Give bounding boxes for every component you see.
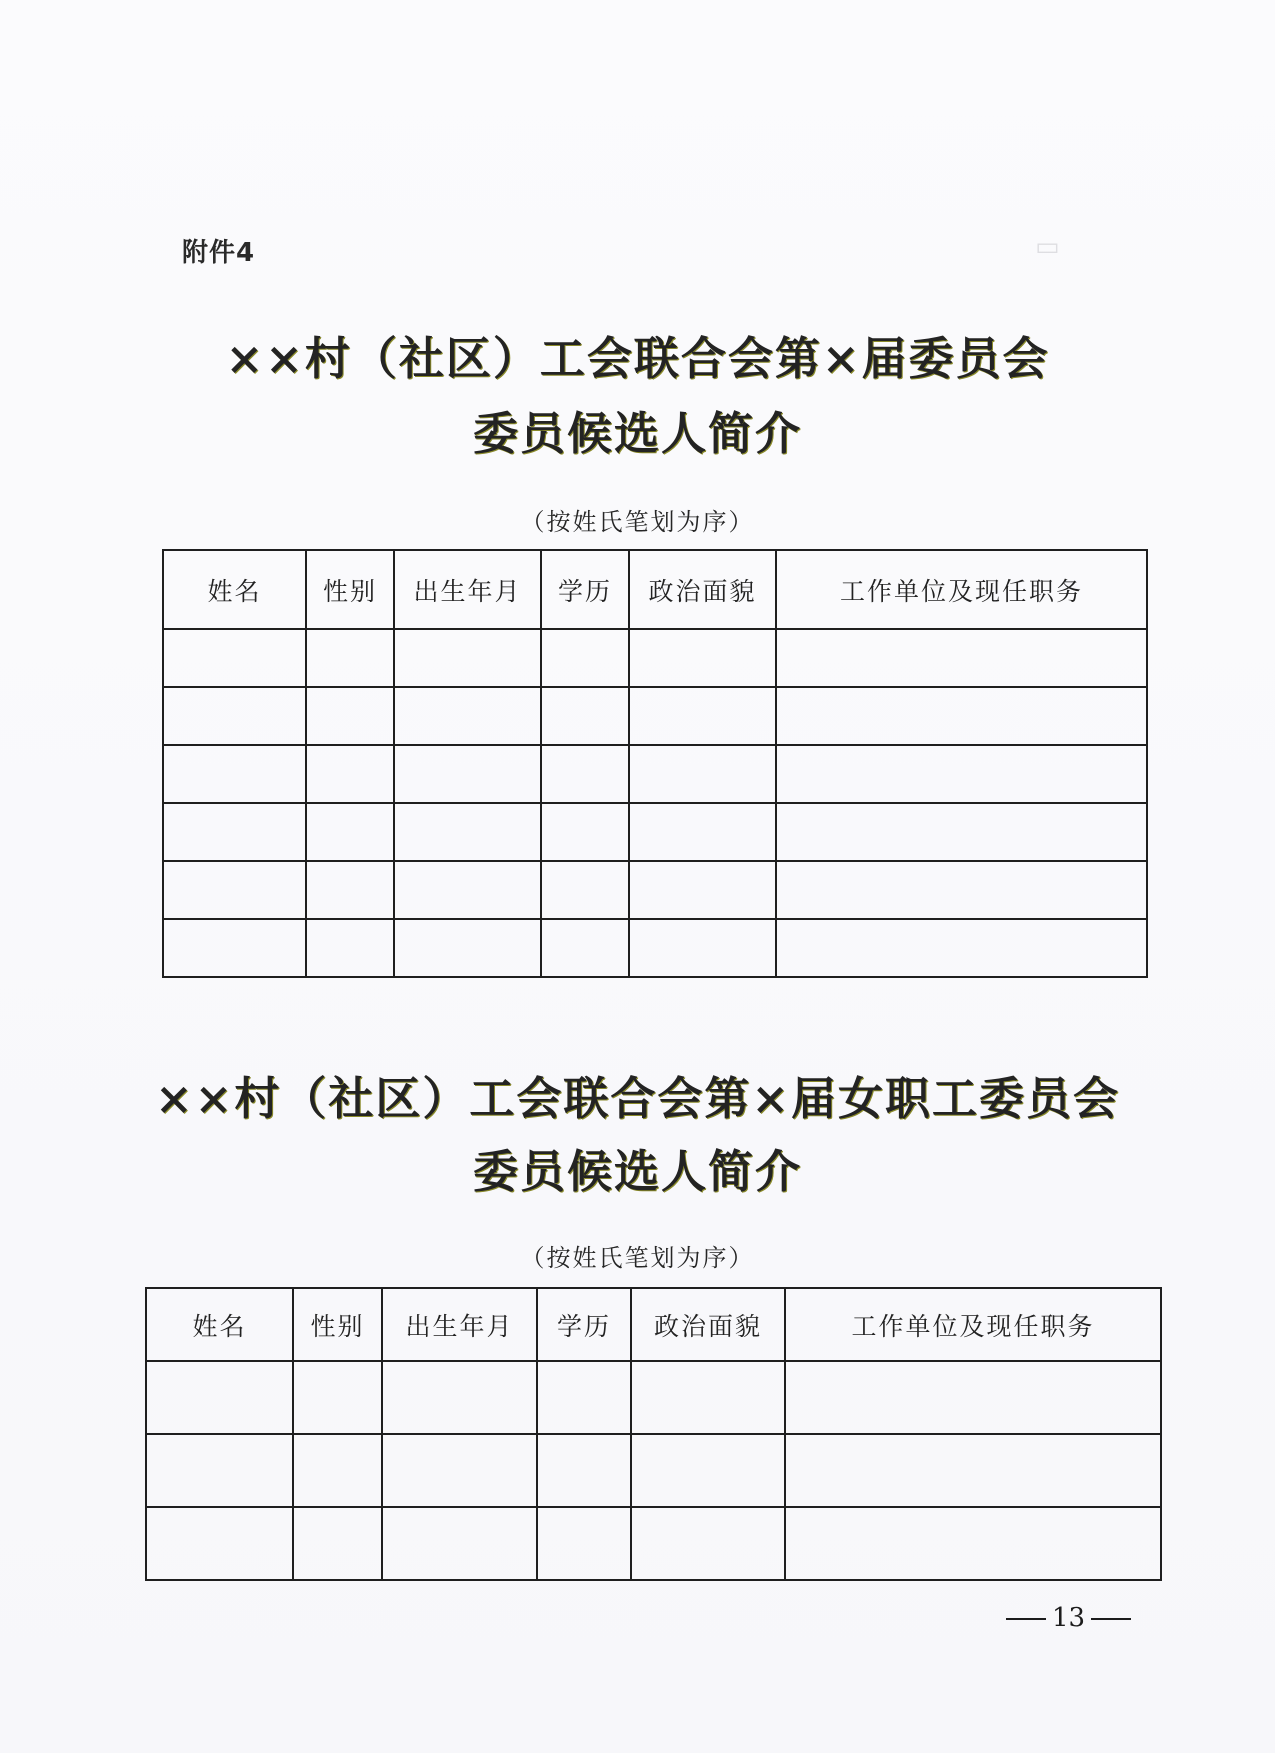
form2-col-political: 政治面貌 [631,1288,785,1361]
table-cell[interactable] [146,1361,293,1434]
table-cell[interactable] [163,629,306,687]
table-cell[interactable] [629,687,776,745]
table-cell[interactable] [629,861,776,919]
table-cell[interactable] [382,1361,537,1434]
table-cell[interactable] [394,861,541,919]
table-row [163,745,1147,803]
form2-col-name: 姓名 [146,1288,293,1361]
form2-col-gender: 性别 [293,1288,382,1361]
table-cell[interactable] [382,1507,537,1580]
table-cell[interactable] [541,629,629,687]
table-cell[interactable] [146,1434,293,1507]
table-cell[interactable] [541,861,629,919]
form1-title-line1: ××村（社区）工会联合会第×届委员会 [225,332,1050,385]
table-cell[interactable] [293,1361,382,1434]
table-cell[interactable] [776,745,1147,803]
table-cell[interactable] [629,919,776,977]
table-cell[interactable] [785,1434,1161,1507]
table-row [163,803,1147,861]
attachment-label: 附件4 [182,238,256,268]
form1-ordering-note: （按姓氏笔划为序） [520,508,755,536]
form2-col-birth: 出生年月 [382,1288,537,1361]
table-cell[interactable] [631,1361,785,1434]
table-cell[interactable] [776,919,1147,977]
table-cell[interactable] [541,745,629,803]
table-cell[interactable] [163,687,306,745]
page-number [1000,1603,1137,1633]
table-cell[interactable] [306,919,394,977]
table-cell[interactable] [776,803,1147,861]
table-cell[interactable] [631,1434,785,1507]
form1-col-education: 学历 [541,550,629,629]
table-cell[interactable] [541,919,629,977]
table-row [146,1434,1161,1507]
table-cell[interactable] [541,803,629,861]
table-cell[interactable] [785,1361,1161,1434]
form2-table [145,1287,1162,1581]
table-cell[interactable] [293,1507,382,1580]
table-cell[interactable] [163,745,306,803]
page-number-value: 13 [1052,1603,1086,1633]
table-cell[interactable] [537,1507,631,1580]
table-cell[interactable] [163,861,306,919]
form1-col-workplace: 工作单位及现任职务 [776,550,1147,629]
table-cell[interactable] [394,803,541,861]
dash-right [1091,1618,1131,1620]
form1-col-birth: 出生年月 [394,550,541,629]
form2-header-row [146,1288,1161,1361]
table-cell[interactable] [146,1507,293,1580]
form2-ordering-note: （按姓氏笔划为序） [520,1244,755,1272]
table-cell[interactable] [631,1507,785,1580]
table-cell[interactable] [306,861,394,919]
form2-title-line2: 委员候选人简介 [472,1145,802,1198]
table-cell[interactable] [776,629,1147,687]
form1-table [162,549,1148,978]
table-cell[interactable] [394,629,541,687]
form2-col-workplace: 工作单位及现任职务 [785,1288,1161,1361]
table-cell[interactable] [382,1434,537,1507]
table-row [146,1507,1161,1580]
table-cell[interactable] [306,745,394,803]
table-row [146,1361,1161,1434]
table-cell[interactable] [629,803,776,861]
form1-header-row [163,550,1147,629]
table-cell[interactable] [293,1434,382,1507]
bleed-through-shadow: ▭ [1035,232,1060,262]
table-cell[interactable] [394,687,541,745]
form1-col-name: 姓名 [163,550,306,629]
table-cell[interactable] [394,745,541,803]
table-cell[interactable] [776,861,1147,919]
table-cell[interactable] [306,687,394,745]
table-row [163,919,1147,977]
form2-title-line1: ××村（社区）工会联合会第×届女职工委员会 [154,1072,1121,1125]
form1-col-political: 政治面貌 [629,550,776,629]
form1-title-line2: 委员候选人简介 [472,407,802,460]
table-cell[interactable] [541,687,629,745]
table-cell[interactable] [306,803,394,861]
table-cell[interactable] [785,1507,1161,1580]
dash-left [1006,1618,1046,1620]
table-cell[interactable] [394,919,541,977]
form1-col-gender: 性别 [306,550,394,629]
table-cell[interactable] [629,745,776,803]
table-cell[interactable] [537,1361,631,1434]
table-row [163,861,1147,919]
table-cell[interactable] [306,629,394,687]
table-row [163,687,1147,745]
table-cell[interactable] [629,629,776,687]
table-cell[interactable] [163,919,306,977]
table-cell[interactable] [163,803,306,861]
table-row [163,629,1147,687]
form2-col-education: 学历 [537,1288,631,1361]
table-cell[interactable] [537,1434,631,1507]
table-cell[interactable] [776,687,1147,745]
